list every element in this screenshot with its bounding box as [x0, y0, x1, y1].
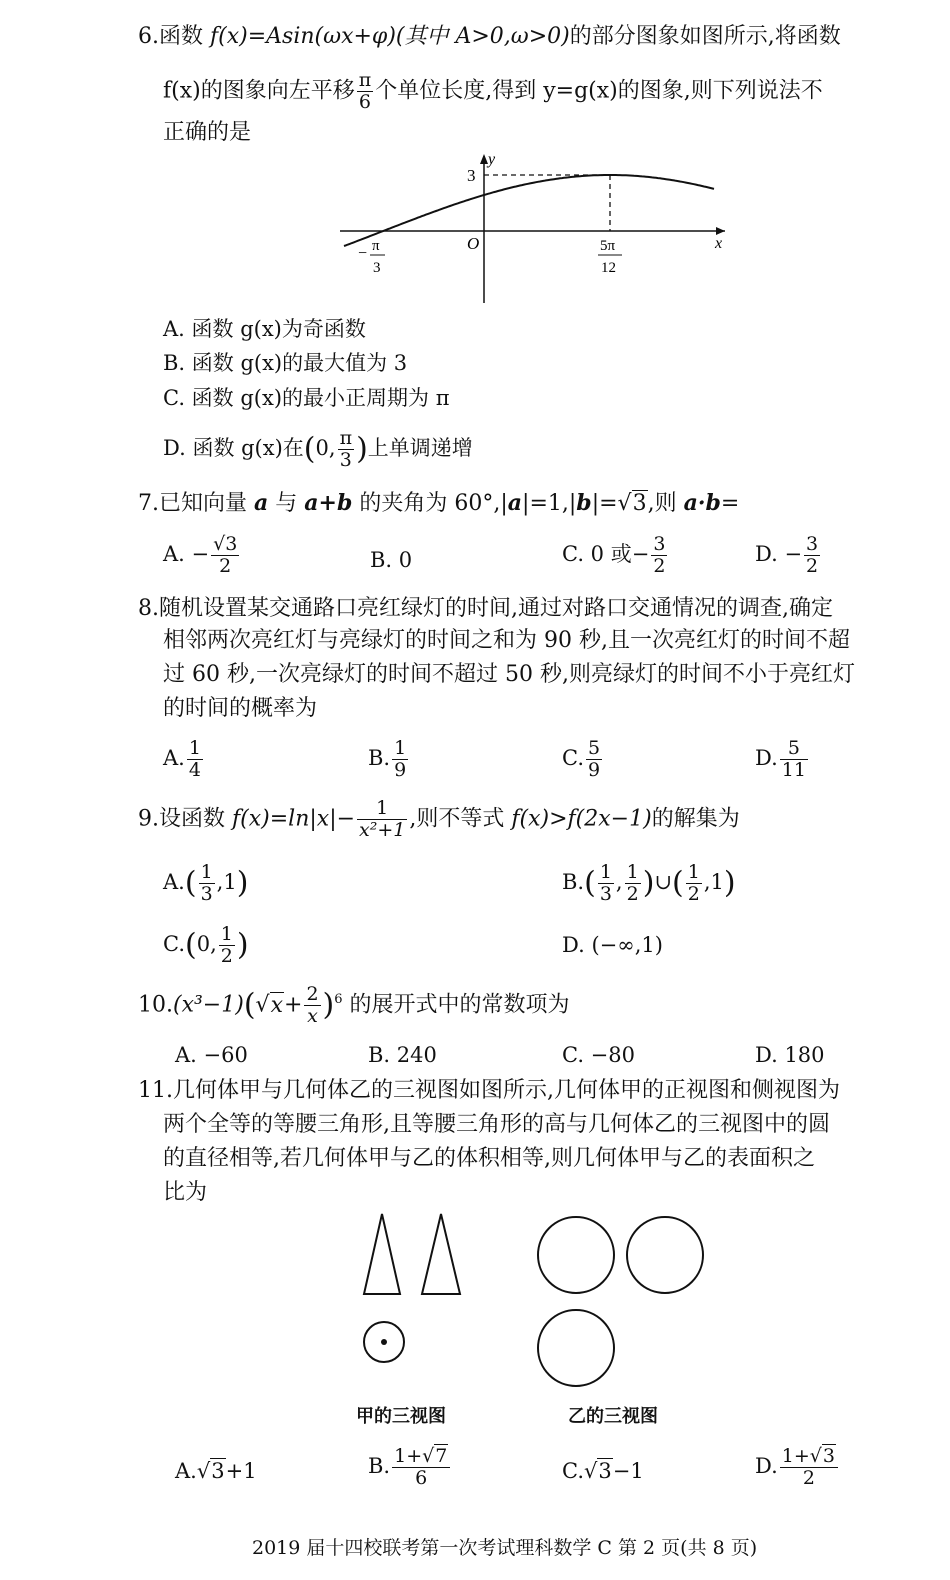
origin-label: O	[467, 234, 480, 253]
q11-stem-line4: 比为	[163, 1180, 208, 1205]
caption-jia: 甲的三视图	[356, 1406, 446, 1427]
q11-stem-line3: 的直径相等,若几何体甲与乙的体积相等,则几何体甲与乙的表面积之	[163, 1146, 815, 1171]
q6-stem-line2: f(x)的图象向左平移 $\frac{\pi}{6}$ 个单位长度,得到 y=g(x)的图象,则下列说法不	[163, 69, 823, 113]
q11-stem-line2: 两个全等的等腰三角形,且等腰三角形的高与几何体乙的三视图中的圆	[163, 1112, 830, 1137]
q7-number: 7.	[138, 491, 159, 516]
tick-left-numerator: π	[372, 238, 380, 254]
q8-option-b[interactable]: B. $\frac{1}{9}$	[368, 737, 407, 781]
q7-option-d[interactable]: D. − $\frac{3}{2}$	[755, 533, 819, 577]
q6-option-b[interactable]: B. 函数 g(x)的最大值为 3	[163, 351, 408, 375]
q9-option-b[interactable]: B.( $\frac{1}{3}$ , $\frac{1}{2}$ )∪( $\frac{1}{2}$ ,1)	[562, 861, 736, 905]
q11-option-d[interactable]: D. $\frac{1+√3}{2}$	[755, 1446, 840, 1489]
q7-option-c[interactable]: C. 0 或− $\frac{3}{2}$	[562, 533, 666, 577]
tick-left-sign: −	[358, 245, 368, 262]
page-footer: 2019 届十四校联考第一次考试理科数学 C 第 2 页(共 8 页)	[252, 1537, 758, 1559]
q6-option-c[interactable]: C. 函数 g(x)的最小正周期为 π	[163, 386, 450, 410]
q6-option-d[interactable]: D. 函数 g(x)在(0, $\frac{\pi}{3}$ )上单调递增	[163, 427, 473, 471]
q9-option-d[interactable]: D. (−∞,1)	[562, 933, 663, 957]
jia-top-view-center-dot	[381, 1339, 387, 1345]
q7-stem: 7.已知向量 a 与 a+b 的夹角为 60°,|a|=1,|b|=√3,则 a·b=	[138, 490, 740, 516]
q9-option-c[interactable]: C.(0, $\frac{1}{2}$ )	[163, 923, 249, 967]
q10-option-b[interactable]: B. 240	[368, 1043, 437, 1067]
caption-yi: 乙的三视图	[568, 1406, 658, 1427]
q6-stem-line3: 正确的是	[163, 120, 252, 145]
tick-right-denominator: 12	[601, 260, 616, 276]
q8-stem-line2: 相邻两次亮红灯与亮绿灯的时间之和为 90 秒,且一次亮红灯的时间不超	[163, 628, 850, 653]
q11-option-b[interactable]: B. $\frac{1+√7}{6}$	[368, 1446, 452, 1489]
x-axis-label: x	[715, 235, 723, 252]
q11-option-c[interactable]: C.√3−1	[562, 1459, 644, 1483]
q10-stem: 10.(x³−1)(√x+ $\frac{2}{x}$ )$^6$ 的展开式中的常数项为	[138, 983, 570, 1027]
q6-sine-graph	[330, 148, 730, 318]
q8-stem-line3: 过 60 秒,一次亮绿灯的时间不超过 50 秒,则亮绿灯的时间不小于亮红灯	[163, 662, 855, 687]
q9-option-a[interactable]: A.( $\frac{1}{3}$ ,1)	[163, 861, 249, 905]
q11-number: 11.	[138, 1078, 173, 1103]
yi-front-view-circle	[538, 1217, 614, 1293]
q8-option-c[interactable]: C. $\frac{5}{9}$	[562, 737, 601, 781]
y-axis-arrow-icon	[480, 154, 488, 164]
q6-number: 6.	[138, 24, 159, 49]
yi-top-view-circle	[538, 1310, 614, 1386]
q11-option-a[interactable]: A.√3+1	[175, 1459, 257, 1483]
sine-curve	[344, 175, 714, 246]
x-axis-arrow-icon	[716, 227, 725, 235]
jia-front-view-triangle	[364, 1214, 400, 1294]
y-axis-label: y	[488, 151, 496, 168]
y-max-label: 3	[467, 166, 476, 185]
q7-option-b[interactable]: B. 0	[370, 548, 413, 572]
q9-stem: 9.设函数 f(x)=ln|x|− $\frac{1}{\text{x²+1}}$ ,则不等式 f(x)>f(2x−1)的解集为	[138, 797, 740, 841]
tick-right-numerator: 5π	[600, 238, 616, 254]
q8-number: 8.	[138, 596, 159, 621]
q10-number: 10.	[138, 992, 173, 1018]
q8-stem-line4: 的时间的概率为	[163, 696, 318, 721]
q10-option-a[interactable]: A. −60	[175, 1043, 248, 1067]
q6-stem-line1: 6.函数 f(x)=Asin(ωx+φ)(其中 A>0,ω>0)的部分图象如图所示,将函数	[138, 24, 841, 49]
jia-side-view-triangle	[422, 1214, 460, 1294]
q10-option-d[interactable]: D. 180	[755, 1043, 825, 1067]
q8-option-d[interactable]: D. $\frac{5}{11}$	[755, 737, 806, 781]
q9-number: 9.	[138, 806, 159, 832]
q8-stem-line1: 8.随机设置某交通路口亮红绿灯的时间,通过对路口交通情况的调查,确定	[138, 596, 833, 621]
tick-left-denominator: 3	[373, 260, 381, 276]
q10-option-c[interactable]: C. −80	[562, 1043, 635, 1067]
q11-three-views-figure	[340, 1210, 720, 1390]
q6-shift-fraction: $\frac{\pi}{6}$	[358, 69, 372, 113]
q6-option-a[interactable]: A. 函数 g(x)为奇函数	[163, 317, 366, 341]
yi-side-view-circle	[627, 1217, 703, 1293]
q11-stem-line1: 11.几何体甲与几何体乙的三视图如图所示,几何体甲的正视图和侧视图为	[138, 1078, 840, 1103]
q7-option-a[interactable]: A. − $\frac{√3}{2}$	[163, 533, 238, 577]
q8-option-a[interactable]: A. $\frac{1}{4}$	[163, 737, 201, 781]
